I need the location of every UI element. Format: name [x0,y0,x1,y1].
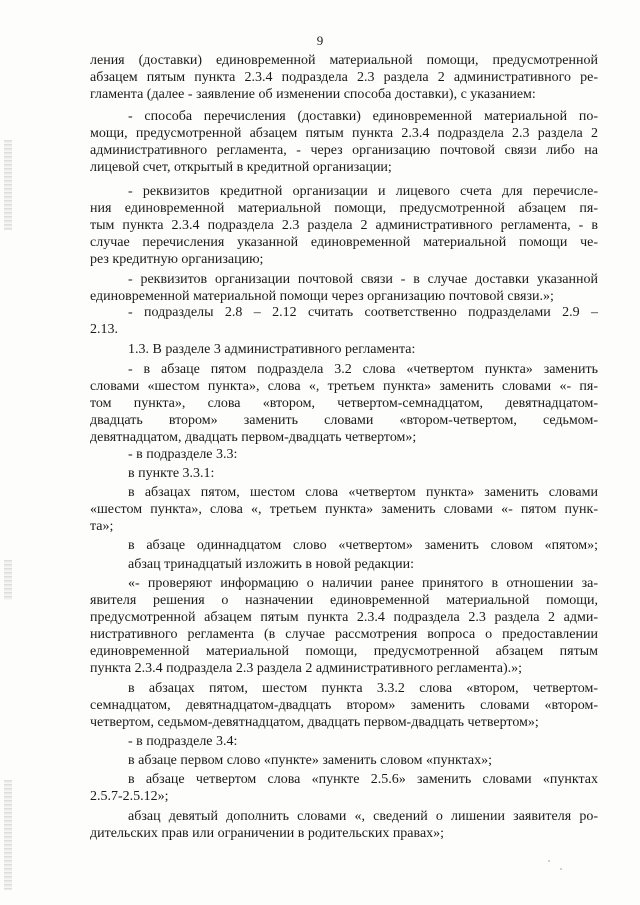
text-line: в абзацах пятом, шестом пункта 3.3.2 слова «втором, четвертом- [128,681,598,696]
scan-speck [548,860,550,862]
text-line: «шестом пункта», слова «, третьем пункта» заменить словами «- пятом пунк- [90,502,598,517]
text-line: двадцать втором» заменить словами «втором-четвертом, седьмом- [90,413,598,428]
text-line: в абзацах пятом, шестом слова «четвертом пункта» заменить словами [128,485,598,500]
text-line: в абзаце первом слово «пункте» заменить словом «пунктах»; [128,753,492,768]
text-line: - реквизитов кредитной организации и лицевого счета для перечисле- [128,184,598,199]
text-line: семнадцатом, девятнадцатом-двадцать втором» заменить словами «втором- [90,698,598,713]
text-line: явителя решения о назначении единовременной материальной помощи, [90,593,598,608]
text-line: та»; [90,519,114,534]
text-line: в абзаце одиннадцатом слово «четвертом» заменить словом «пятом»; [128,538,598,553]
text-line: абзац тринадцатый изложить в новой редакции: [128,557,415,572]
text-line: - в абзаце пятом подраздела 3.2 слова «четвертом пункта» заменить [128,362,598,377]
scan-edge-artifact [4,140,12,230]
scan-speck [560,868,562,870]
text-line: «- проверяют информацию о наличии ранее принятого в отношении за- [128,576,598,591]
text-line: единовременной материальной помощи, предусмотренной абзацем пятым [90,644,598,659]
text-line: - в подразделе 3.3: [128,447,238,462]
text-line: - реквизитов организации почтовой связи - в случае доставки указанной [128,272,598,287]
text-line: 2.5.7-2.5.12»; [90,789,169,804]
text-line: тым пункта 2.3.4 подраздела 2.3 раздела 2 административного регламента, - в [90,218,598,233]
text-line: дительских прав или ограничении в родительских правах»; [90,826,445,841]
text-line: четвертом, седьмом-девятнадцатом, двадцать первом-двадцать четвертом»; [90,715,539,730]
text-line: в абзаце четвертом слова «пункте 2.5.6» заменить словами «пунктах [128,772,598,787]
text-line: ния единовременной материальной помощи, предусмотренной абзацем пя- [90,201,598,216]
scan-edge-artifact [4,560,12,600]
text-line: единовременной материальной помощи через организацию почтовой связи.»; [90,289,554,304]
text-line: в пункте 3.3.1: [128,466,215,481]
page-number: 9 [316,33,324,48]
text-line: абзац девятый дополнить словами «, сведений о лишении заявителя ро- [128,809,598,824]
text-line: - способа перечисления (доставки) единовременной материальной по- [128,109,598,124]
text-line: пункта 2.3.4 подраздела 2.3 раздела 2 административного регламента).»; [90,661,523,676]
text-line: административного регламента, - через организацию почтовой связи либо на [90,143,598,158]
text-line: рез кредитную организацию; [90,252,264,267]
text-line: словами «шестом пункта», слова «, третьем пункта» заменить словами «- пя- [90,379,598,394]
scan-edge-artifact [4,780,12,890]
text-line: том пункта», слова «втором, четвертом-семнадцатом, девятнадцатом- [90,396,598,411]
text-line: - в подразделе 3.4: [128,734,238,749]
text-line: ления (доставки) единовременной материальной помощи, предусмотренной [90,53,598,68]
text-line: предусмотренной абзацем пятым пункта 2.3.4 подраздела 2.3 раздела 2 адми- [90,610,598,625]
text-line: 2.13. [90,322,118,337]
text-line: лицевой счет, открытый в кредитной организации; [90,160,392,175]
text-line: гламента (далее - заявление об изменении способа доставки), с указанием: [90,87,536,102]
text-line: 1.3. В разделе 3 административного регламента: [128,342,416,357]
text-line: нистративного регламента (в случае рассмотрения вопроса о предоставлении [90,627,598,642]
text-line: девятнадцатом, двадцать первом-двадцать четвертом»; [90,430,417,445]
text-line: случае перечисления указанной единовременной материальной помощи че- [90,235,598,250]
text-line: - подразделы 2.8 – 2.12 считать соответственно подразделами 2.9 – [128,305,598,320]
text-line: мощи, предусмотренной абзацем пятым пункта 2.3.4 подраздела 2.3 раздела 2 [90,126,598,141]
text-line: абзацем пятым пункта 2.3.4 подраздела 2.3 раздела 2 административного ре- [90,70,598,85]
